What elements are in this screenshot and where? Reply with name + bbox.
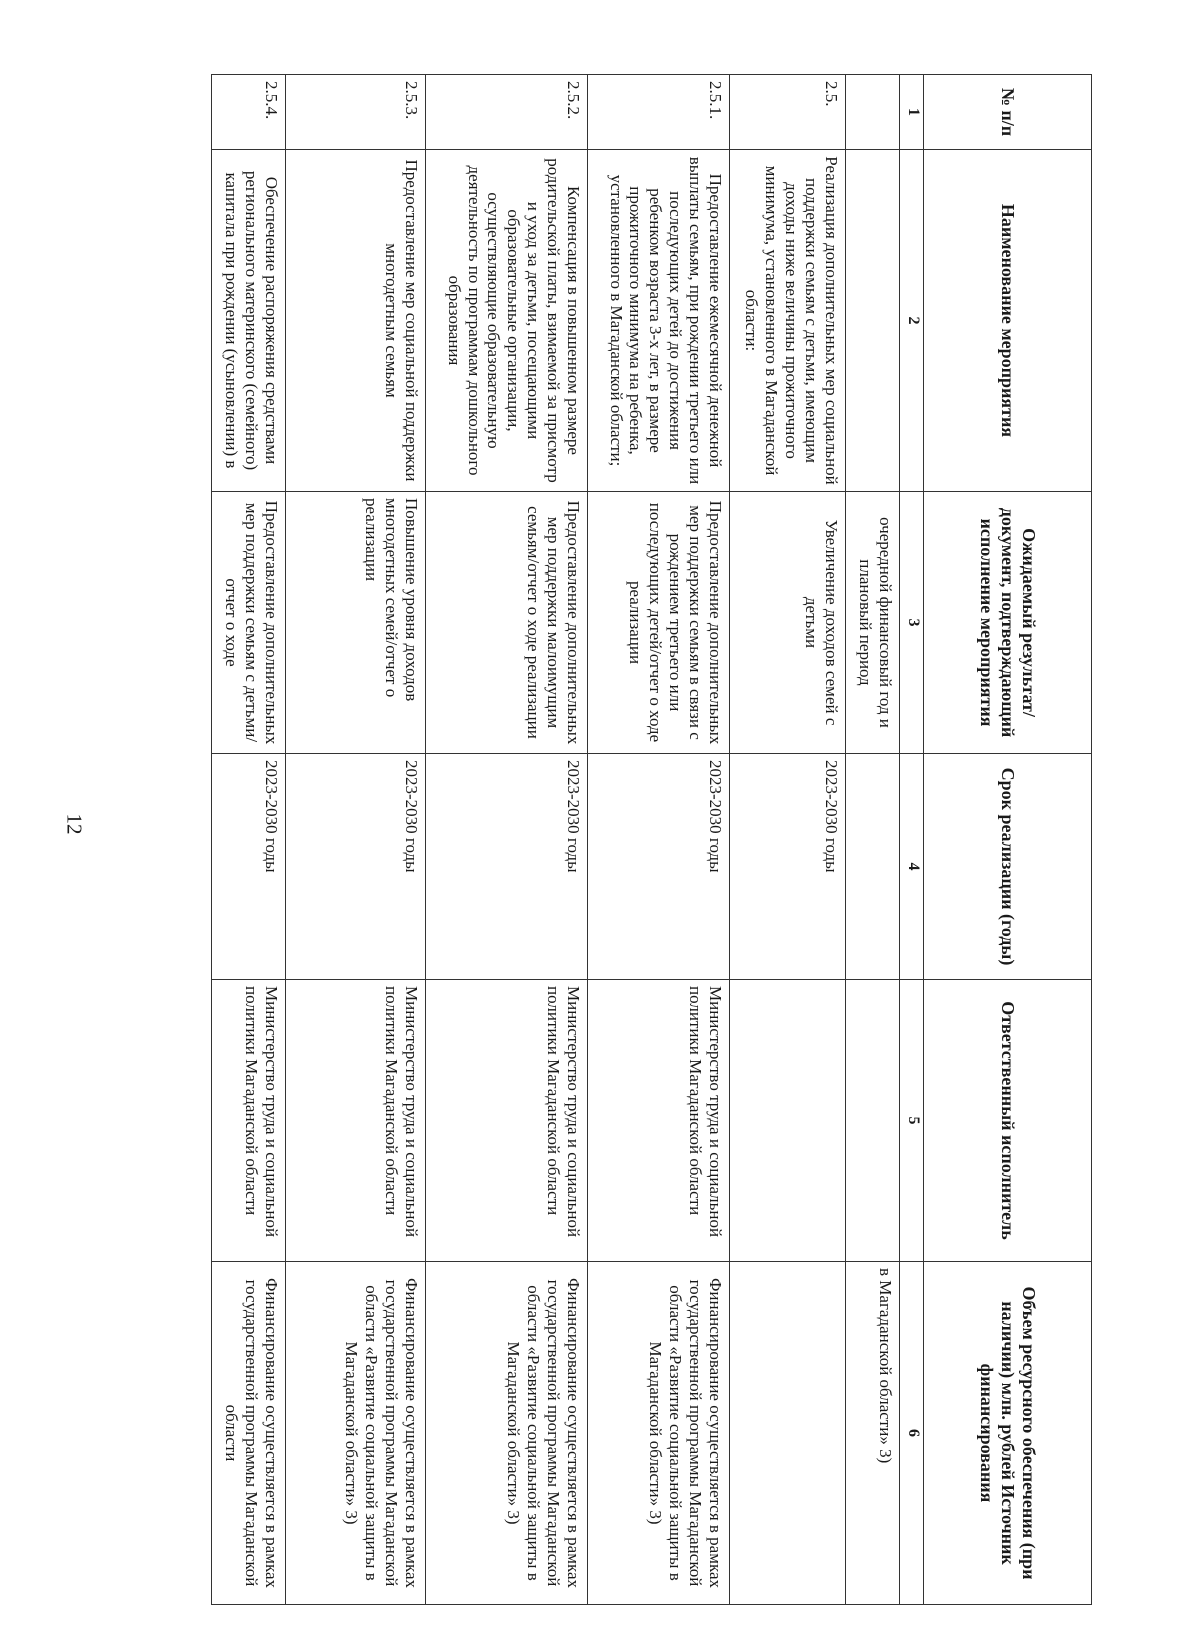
- page-number: 12: [62, 813, 87, 835]
- implementation-term: 2023-2030 годы: [426, 754, 588, 980]
- header-cell-result: Ожидаемый результат/ документ, подтверждающий исполнение мероприятия: [924, 492, 1092, 754]
- activities-table: [211, 74, 1092, 1605]
- implementation-term: 2023-2030 годы: [212, 754, 286, 980]
- row-number: 2.5.: [730, 75, 846, 150]
- expected-result: Предоставление дополнительных мер поддержки малоимущим семьям/отчет о ходе реализации: [426, 492, 588, 754]
- activity-name: Предоставление мер социальной поддержки многодетным семьям: [286, 150, 426, 492]
- expected-result: Предоставление дополнительных мер поддержки семьям с детьми/отчет о ходе: [212, 492, 286, 754]
- table-row: [426, 75, 588, 1605]
- activity-name: [846, 150, 900, 492]
- responsible-executor: Министерство труда и социальной политики Магаданской области: [588, 980, 730, 1262]
- responsible-executor: [846, 980, 900, 1262]
- activity-name: Реализация дополнительных мер социальной поддержки семьям с детьми, имеющим доходы ниже величины прожиточного минимума, установленного в Магаданской области:: [730, 150, 846, 492]
- header-cell-term: Срок реализации (годы): [924, 754, 1092, 980]
- activity-name: Предоставление ежемесячной денежной выплаты семьям, при рождении третьего или последующих детей до достижения ребенком возраста 3-х лет, в размере прожиточного минимума на ребенка, установленного в Магаданской области;: [588, 150, 730, 492]
- column-number: 6: [900, 1262, 924, 1605]
- expected-result: Предоставление дополнительных мер поддержки семьям в связи с рождением третьего или последующих детей/отчет о ходе реализации: [588, 492, 730, 754]
- row-number: 2.5.3.: [286, 75, 426, 150]
- responsible-executor: Министерство труда и социальной политики Магаданской области: [286, 980, 426, 1262]
- row-number: 2.5.4.: [212, 75, 286, 150]
- row-number: 2.5.1.: [588, 75, 730, 150]
- implementation-term: 2023-2030 годы: [730, 754, 846, 980]
- implementation-term: 2023-2030 годы: [588, 754, 730, 980]
- header-cell-num: № п/п: [924, 75, 1092, 150]
- funding-source: Финансирование осуществляется в рамках государственной программы Магаданской области: [212, 1262, 286, 1605]
- table-row: [730, 75, 846, 1605]
- column-number: 3: [900, 492, 924, 754]
- table-row: [286, 75, 426, 1605]
- column-number: 5: [900, 980, 924, 1262]
- column-number-row: [900, 75, 924, 1605]
- table-row: [846, 75, 900, 1605]
- header-row: [924, 75, 1092, 1605]
- row-number: [846, 75, 900, 150]
- activity-name: Компенсация в повышенном размере родительской платы, взимаемой за присмотр и уход за детьми, посещающими образовательные организации, осуществляющие образовательную деятельность по программам дошкольного образования: [426, 150, 588, 492]
- funding-source: Финансирование осуществляется в рамках государственной программы Магаданской области «Развитие социальной защиты в Магаданской области» 3): [588, 1262, 730, 1605]
- column-number: 2: [900, 150, 924, 492]
- header-cell-name: Наименование мероприятия: [924, 150, 1092, 492]
- table-row: [212, 75, 286, 1605]
- column-number: 4: [900, 754, 924, 980]
- responsible-executor: Министерство труда и социальной политики Магаданской области: [426, 980, 588, 1262]
- responsible-executor: [730, 980, 846, 1262]
- table-row: [588, 75, 730, 1605]
- funding-source: [730, 1262, 846, 1605]
- funding-source: Финансирование осуществляется в рамках государственной программы Магаданской области «Развитие социальной защиты в Магаданской области» 3): [286, 1262, 426, 1605]
- funding-source: Финансирование осуществляется в рамках государственной программы Магаданской области «Развитие социальной защиты в Магаданской области» 3): [426, 1262, 588, 1605]
- row-number: 2.5.2.: [426, 75, 588, 150]
- expected-result: Повышение уровня доходов многодетных семей/отчет о реализации: [286, 492, 426, 754]
- header-cell-executor: Ответственный исполнитель: [924, 980, 1092, 1262]
- funding-source: в Магаданской области» 3): [846, 1262, 900, 1605]
- responsible-executor: Министерство труда и социальной политики Магаданской области: [212, 980, 286, 1262]
- column-number: 1: [900, 75, 924, 150]
- expected-result: Увеличение доходов семей с детьми: [730, 492, 846, 754]
- activity-name: Обеспечение распоряжения средствами регионального материнского (семейного) капитала при рождении (усыновлении) в: [212, 150, 286, 492]
- expected-result: очередной финансовый год и плановый период: [846, 492, 900, 754]
- rotated-page: [212, 74, 1092, 1604]
- header-cell-funding: Объем ресурсного обеспечения (при наличии) млн. рублей Источник финансирования: [924, 1262, 1092, 1605]
- implementation-term: 2023-2030 годы: [286, 754, 426, 980]
- implementation-term: [846, 754, 900, 980]
